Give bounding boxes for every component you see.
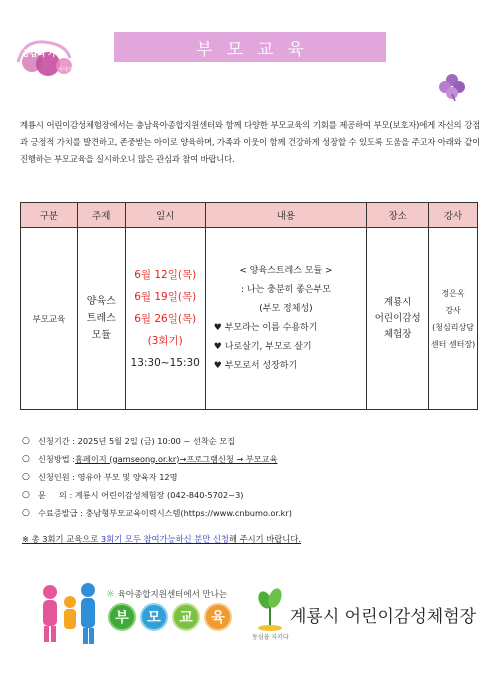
table-header: 일시 — [125, 203, 205, 228]
info-label: 문 의 — [38, 489, 67, 500]
info-row-period — [22, 432, 482, 450]
info-value: : 계룡시 어린이감성체험장 (042-840-5702~3) — [69, 489, 244, 500]
info-value: : 영유아 부모 및 양육자 12명 — [72, 471, 178, 482]
teacher-cell — [429, 228, 478, 410]
org-slogan: 동심을 지키다 — [252, 634, 289, 641]
content-item — [214, 338, 367, 357]
table-row — [21, 228, 478, 410]
info-value-prefix: : — [72, 454, 76, 464]
place-line: 계룡시 — [383, 296, 412, 308]
date-line: 6월 26일(목) — [134, 312, 197, 325]
module-subtitle-2: (부모 정체성) — [259, 303, 313, 314]
table-header: 구분 — [21, 203, 78, 228]
table-header: 장소 — [367, 203, 429, 228]
circle-bullet-icon: ○ — [22, 436, 30, 446]
topic-line: 양육스 — [86, 296, 116, 307]
teacher-line: 정은옥 — [441, 288, 465, 298]
info-value: : 충남형부모교육이력시스템(https://www.cnbumo.or.kr) — [80, 507, 292, 518]
content-cell — [205, 228, 367, 410]
circle-bullet-icon: ○ — [22, 454, 30, 464]
intro-paragraph: 계룡시 어린이감성체험장에서는 충남육아종합지원센터와 함께 다양한 부모교육의 기회를 제공하여 부모(보호자)에게 자신의 강점과 긍정적 가치를 발견하고, 존중받는 아이로 양육하며, 가족과 이웃이 함께 건강하게 성장할 수 있도록 도움을 주고자 아래와 같이 진행하는 부모교육을 실시하오니 많은 관심과 참여 바랍니다. — [20, 120, 480, 164]
table-header: 강사 — [429, 203, 478, 228]
sprout-icon: ☼ — [106, 589, 115, 600]
notice-highlight: 3회기 모두 참여가능하신 분만 신청 — [100, 534, 229, 544]
content-item-text: 부모로서 성장하기 — [224, 360, 298, 371]
logo-suffix: 이야기 — [58, 67, 73, 73]
content-item — [214, 319, 367, 338]
info-row-method — [22, 450, 482, 468]
content-item-text: 나로살기, 부모로 살기 — [224, 341, 312, 352]
content-item-text: 부모라는 이름 수용하기 — [224, 322, 318, 333]
notice-prefix: ※ 총 3회기 교육으로 — [22, 534, 101, 544]
circle-bullet-icon: ○ — [22, 508, 30, 518]
category-cell: 부모교육 — [21, 228, 78, 410]
info-label: 신청인원 — [38, 471, 70, 482]
circle-bullet-icon: ○ — [22, 472, 30, 482]
info-list — [22, 432, 482, 522]
table-header-row — [21, 203, 478, 228]
sprout-logo-icon — [256, 586, 284, 636]
homepage-link[interactable]: 홈페이지 (gamseong.or.kr) — [75, 453, 180, 464]
info-value-path: →프로그램신청 → 부모교육 — [179, 453, 278, 464]
heart-icon: ♥ — [213, 360, 222, 371]
bubble-char: 교 — [172, 603, 200, 631]
content-item — [214, 357, 367, 376]
teacher-line: 센터 센터장) — [430, 339, 476, 349]
center-slogan — [106, 588, 227, 600]
date-line: 6월 19일(목) — [134, 290, 197, 303]
info-label: 신청기간 — [38, 435, 70, 446]
circle-bullet-icon: ○ — [22, 490, 30, 500]
date-cell — [125, 228, 205, 410]
bubble-char: 모 — [140, 603, 168, 631]
notice-line — [22, 533, 301, 545]
topic-line: 트레스 — [86, 313, 116, 324]
info-value: : 2025년 5월 2일 (금) 10:00 ~ 선착순 모집 — [72, 435, 236, 446]
info-row-certificate — [22, 504, 482, 522]
title-banner — [114, 32, 386, 62]
module-title: < 양육스트레스 모듈 > — [239, 265, 333, 276]
teacher-line: 강사 — [445, 305, 461, 315]
bubble-char: 육 — [204, 603, 232, 631]
org-name: 계룡시 어린이감성체험장 — [290, 607, 477, 627]
logo-text: 공감의 가족 — [22, 49, 64, 58]
info-row-inquiry — [22, 486, 482, 504]
bubble-char: 부 — [108, 603, 136, 631]
topic-cell — [77, 228, 125, 410]
info-label: 수료증발급 — [38, 507, 78, 518]
schedule-table — [20, 202, 478, 410]
module-subtitle: : 나는 충분히 좋은부모 — [241, 284, 331, 295]
place-line: 어린이감성 — [374, 312, 421, 324]
parent-education-bubbles — [108, 603, 232, 631]
teacher-line: (청심리상담 — [432, 322, 474, 332]
heart-icon: ♥ — [213, 322, 222, 333]
heart-icon: ♥ — [213, 341, 222, 352]
time-range: 13:30~15:30 — [130, 356, 200, 369]
place-line: 체험장 — [383, 328, 412, 340]
session-count: (3회기) — [147, 334, 183, 347]
clover-icon — [437, 72, 467, 102]
table-header: 주제 — [77, 203, 125, 228]
date-line: 6월 12일(목) — [134, 268, 197, 281]
info-label: 신청방법 — [38, 453, 70, 464]
page-title: 부모교육 — [196, 39, 318, 60]
topic-line: 모듈 — [91, 330, 111, 341]
info-row-target — [22, 468, 482, 486]
place-cell — [367, 228, 429, 410]
center-slogan-text: 육아종합지원센터에서 만나는 — [117, 590, 228, 600]
notice-suffix: 해 주시기 바랍니다. — [228, 534, 301, 544]
table-header: 내용 — [205, 203, 367, 228]
